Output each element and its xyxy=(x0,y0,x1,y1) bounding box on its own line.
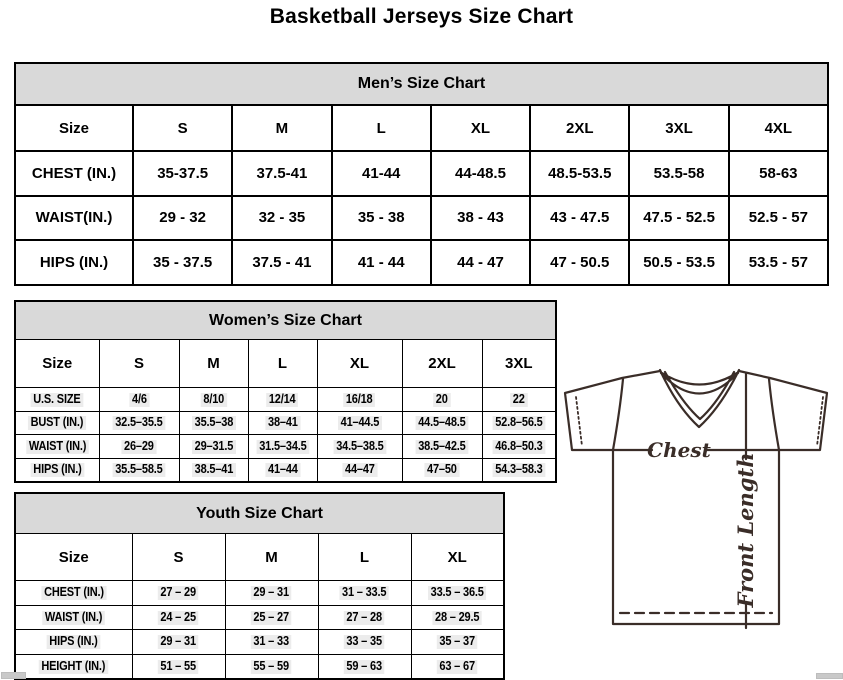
row-label: BUST (IN.) xyxy=(15,411,99,435)
cell: 58-63 xyxy=(729,151,828,196)
column-header: 2XL xyxy=(402,340,482,388)
cell: 37.5 - 41 xyxy=(232,240,331,285)
column-header: S xyxy=(132,534,225,581)
row-label: U.S. SIZE xyxy=(15,388,99,412)
cell: 54.3–58.3 xyxy=(482,458,556,482)
cell: 41–44 xyxy=(248,458,317,482)
scrollbar-fragment-left[interactable] xyxy=(1,672,26,679)
cell: 38.5–42.5 xyxy=(402,435,482,459)
column-header: XL xyxy=(317,340,402,388)
cell: 44 - 47 xyxy=(431,240,530,285)
mens-chart-title: Men’s Size Chart xyxy=(15,63,828,105)
womens-chart-title: Women’s Size Chart xyxy=(15,301,556,340)
table-row xyxy=(15,340,556,388)
cell: 38 - 43 xyxy=(431,196,530,241)
row-label: CHEST (IN.) xyxy=(15,581,132,606)
row-label: WAIST (IN.) xyxy=(15,605,132,630)
cell: 53.5-58 xyxy=(629,151,728,196)
column-header: Size xyxy=(15,534,132,581)
cell: 37.5-41 xyxy=(232,151,331,196)
cell: 48.5-53.5 xyxy=(530,151,629,196)
column-header: 4XL xyxy=(729,105,828,151)
column-header: XL xyxy=(431,105,530,151)
cell: 52.8–56.5 xyxy=(482,411,556,435)
cell: 50.5 - 53.5 xyxy=(629,240,728,285)
cell: 29–31.5 xyxy=(179,435,248,459)
womens-size-table xyxy=(14,300,557,483)
column-header: M xyxy=(232,105,331,151)
table-row xyxy=(15,654,504,679)
cell: 35.5–38 xyxy=(179,411,248,435)
mens-size-table xyxy=(14,62,829,286)
cell: 8/10 xyxy=(179,388,248,412)
cell: 35 – 37 xyxy=(411,630,504,655)
cell: 33.5 – 36.5 xyxy=(411,581,504,606)
cell: 44.5–48.5 xyxy=(402,411,482,435)
cell: 46.8–50.3 xyxy=(482,435,556,459)
cell: 31 – 33.5 xyxy=(318,581,411,606)
table-row xyxy=(15,581,504,606)
youth-size-table xyxy=(14,492,505,680)
cell: 43 - 47.5 xyxy=(530,196,629,241)
cell: 25 – 27 xyxy=(225,605,318,630)
table-row xyxy=(15,388,556,412)
column-header: 3XL xyxy=(629,105,728,151)
table-row xyxy=(15,630,504,655)
cell: 41–44.5 xyxy=(317,411,402,435)
cell: 29 – 31 xyxy=(225,581,318,606)
table-row xyxy=(15,105,828,151)
table-row xyxy=(15,301,556,340)
row-label: WAIST(IN.) xyxy=(15,196,133,241)
cell: 38.5–41 xyxy=(179,458,248,482)
cell: 33 – 35 xyxy=(318,630,411,655)
row-label: HIPS (IN.) xyxy=(15,240,133,285)
cell: 32 - 35 xyxy=(232,196,331,241)
cell: 35 - 37.5 xyxy=(133,240,232,285)
column-header: L xyxy=(332,105,431,151)
cell: 31.5–34.5 xyxy=(248,435,317,459)
jersey-outline xyxy=(565,371,827,624)
row-label: HIPS (IN.) xyxy=(15,630,132,655)
column-header: L xyxy=(318,534,411,581)
column-header: Size xyxy=(15,105,133,151)
column-header: Size xyxy=(15,340,99,388)
cell: 29 – 31 xyxy=(132,630,225,655)
column-header: M xyxy=(225,534,318,581)
cell: 55 – 59 xyxy=(225,654,318,679)
column-header: M xyxy=(179,340,248,388)
cell: 41-44 xyxy=(332,151,431,196)
row-label: CHEST (IN.) xyxy=(15,151,133,196)
cell: 27 – 28 xyxy=(318,605,411,630)
cell: 34.5–38.5 xyxy=(317,435,402,459)
cell: 35 - 38 xyxy=(332,196,431,241)
table-row xyxy=(15,605,504,630)
cell: 47 - 50.5 xyxy=(530,240,629,285)
cell: 51 – 55 xyxy=(132,654,225,679)
table-row xyxy=(15,196,828,241)
row-label: HIPS (IN.) xyxy=(15,458,99,482)
column-header: S xyxy=(99,340,179,388)
page-title: Basketball Jerseys Size Chart xyxy=(269,5,574,28)
cell: 41 - 44 xyxy=(332,240,431,285)
column-header: XL xyxy=(411,534,504,581)
cell: 47.5 - 52.5 xyxy=(629,196,728,241)
collar-lines xyxy=(660,370,739,427)
cell: 44-48.5 xyxy=(431,151,530,196)
cell: 53.5 - 57 xyxy=(729,240,828,285)
table-row xyxy=(15,151,828,196)
cell: 20 xyxy=(402,388,482,412)
cell: 4/6 xyxy=(99,388,179,412)
cell: 44–47 xyxy=(317,458,402,482)
cell: 28 – 29.5 xyxy=(411,605,504,630)
chest-label: Chest xyxy=(647,438,711,462)
column-header: 2XL xyxy=(530,105,629,151)
cell: 38–41 xyxy=(248,411,317,435)
column-header: S xyxy=(133,105,232,151)
table-row xyxy=(15,493,504,534)
cell: 63 – 67 xyxy=(411,654,504,679)
table-row xyxy=(15,534,504,581)
jersey-diagram xyxy=(556,362,843,662)
cell: 29 - 32 xyxy=(133,196,232,241)
cell: 22 xyxy=(482,388,556,412)
table-row xyxy=(15,411,556,435)
row-label: WAIST (IN.) xyxy=(15,435,99,459)
front-length-label: Front Length xyxy=(733,452,758,608)
cell: 31 – 33 xyxy=(225,630,318,655)
youth-chart-title: Youth Size Chart xyxy=(15,493,504,534)
cell: 47–50 xyxy=(402,458,482,482)
cell: 16/18 xyxy=(317,388,402,412)
cell: 27 – 29 xyxy=(132,581,225,606)
cell: 26–29 xyxy=(99,435,179,459)
column-header: L xyxy=(248,340,317,388)
scrollbar-fragment-right[interactable] xyxy=(816,673,843,679)
cell: 52.5 - 57 xyxy=(729,196,828,241)
cell: 59 – 63 xyxy=(318,654,411,679)
row-label: HEIGHT (IN.) xyxy=(15,654,132,679)
cell: 12/14 xyxy=(248,388,317,412)
table-row xyxy=(15,63,828,105)
table-row xyxy=(15,458,556,482)
cell: 35-37.5 xyxy=(133,151,232,196)
cell: 24 – 25 xyxy=(132,605,225,630)
column-header: 3XL xyxy=(482,340,556,388)
table-row xyxy=(15,240,828,285)
cell: 32.5–35.5 xyxy=(99,411,179,435)
cell: 35.5–58.5 xyxy=(99,458,179,482)
table-row xyxy=(15,435,556,459)
